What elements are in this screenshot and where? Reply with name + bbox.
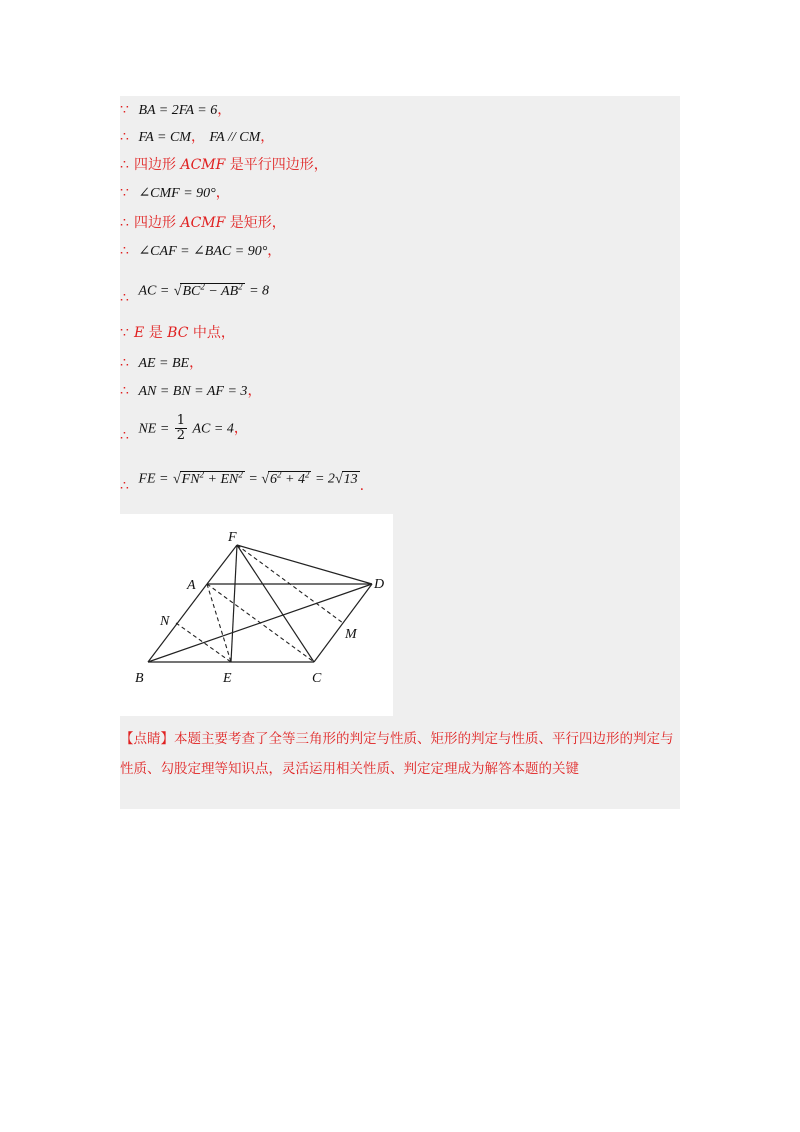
dashed-ae <box>207 584 231 662</box>
label-n: N <box>160 614 170 629</box>
label-m: M <box>345 627 357 642</box>
solution-line-10: ∴ AN = BN = AF = 3， <box>120 383 262 399</box>
solution-line-7: ∴ AC = $√BC^2 - AB^2 = 8$ <box>120 281 270 306</box>
solution-line-8: ∵ E 是 BC 中点， <box>120 325 235 341</box>
segment-fd <box>237 545 372 584</box>
solution-line-2: ∴ FA = CM， FA // CM， <box>120 129 275 145</box>
solution-line-3: ∴ 四边形 ACMF 是平行四边形， <box>120 157 328 173</box>
label-f: F <box>228 530 237 545</box>
label-b: B <box>135 671 144 686</box>
solution-panel <box>120 96 680 809</box>
solution-line-12: ∴ FE = $√FN^2 + EN^2 = √6^2 + 4^2 = 2√13$ . <box>120 469 365 494</box>
label-d: D <box>374 577 385 592</box>
fraction-one-half: $\frac{1}{2}$ <box>176 413 186 443</box>
solution-line-4: ∵ ∠CMF = 90°， <box>120 185 230 201</box>
solution-line-1: ∵ BA = 2FA = 6， <box>120 102 232 118</box>
dashed-ac <box>207 584 314 662</box>
solution-line-9: ∴ AE = BE， <box>120 355 204 371</box>
segment-fc <box>237 545 314 662</box>
segment-af <box>207 545 237 584</box>
geometry-diagram <box>120 514 393 716</box>
segment-fe <box>231 545 237 662</box>
segment-ba <box>148 584 207 662</box>
geometry-figure <box>120 514 393 716</box>
solution-line-11: ∴ NE = $\frac{1}{2}$ AC = 4， <box>120 413 248 444</box>
label-e: E <box>223 671 232 686</box>
comment-text: 本题主要考查了全等三角形的判定与性质、矩形的判定与性质、平行四边形的判定与性质、勾股定理等知识点，灵活运用相关性质、判定定理成为解答本题的关键 <box>120 731 674 777</box>
label-a: A <box>187 578 196 593</box>
label-c: C <box>312 671 322 686</box>
comment-paragraph <box>120 724 680 784</box>
solution-line-5: ∴ 四边形 ACMF 是矩形， <box>120 215 286 231</box>
solution-line-6: ∴ ∠CAF = ∠BAC = 90°， <box>120 243 282 259</box>
segment-dc <box>314 584 372 662</box>
comment-tag: 【点睛】 <box>120 731 174 747</box>
